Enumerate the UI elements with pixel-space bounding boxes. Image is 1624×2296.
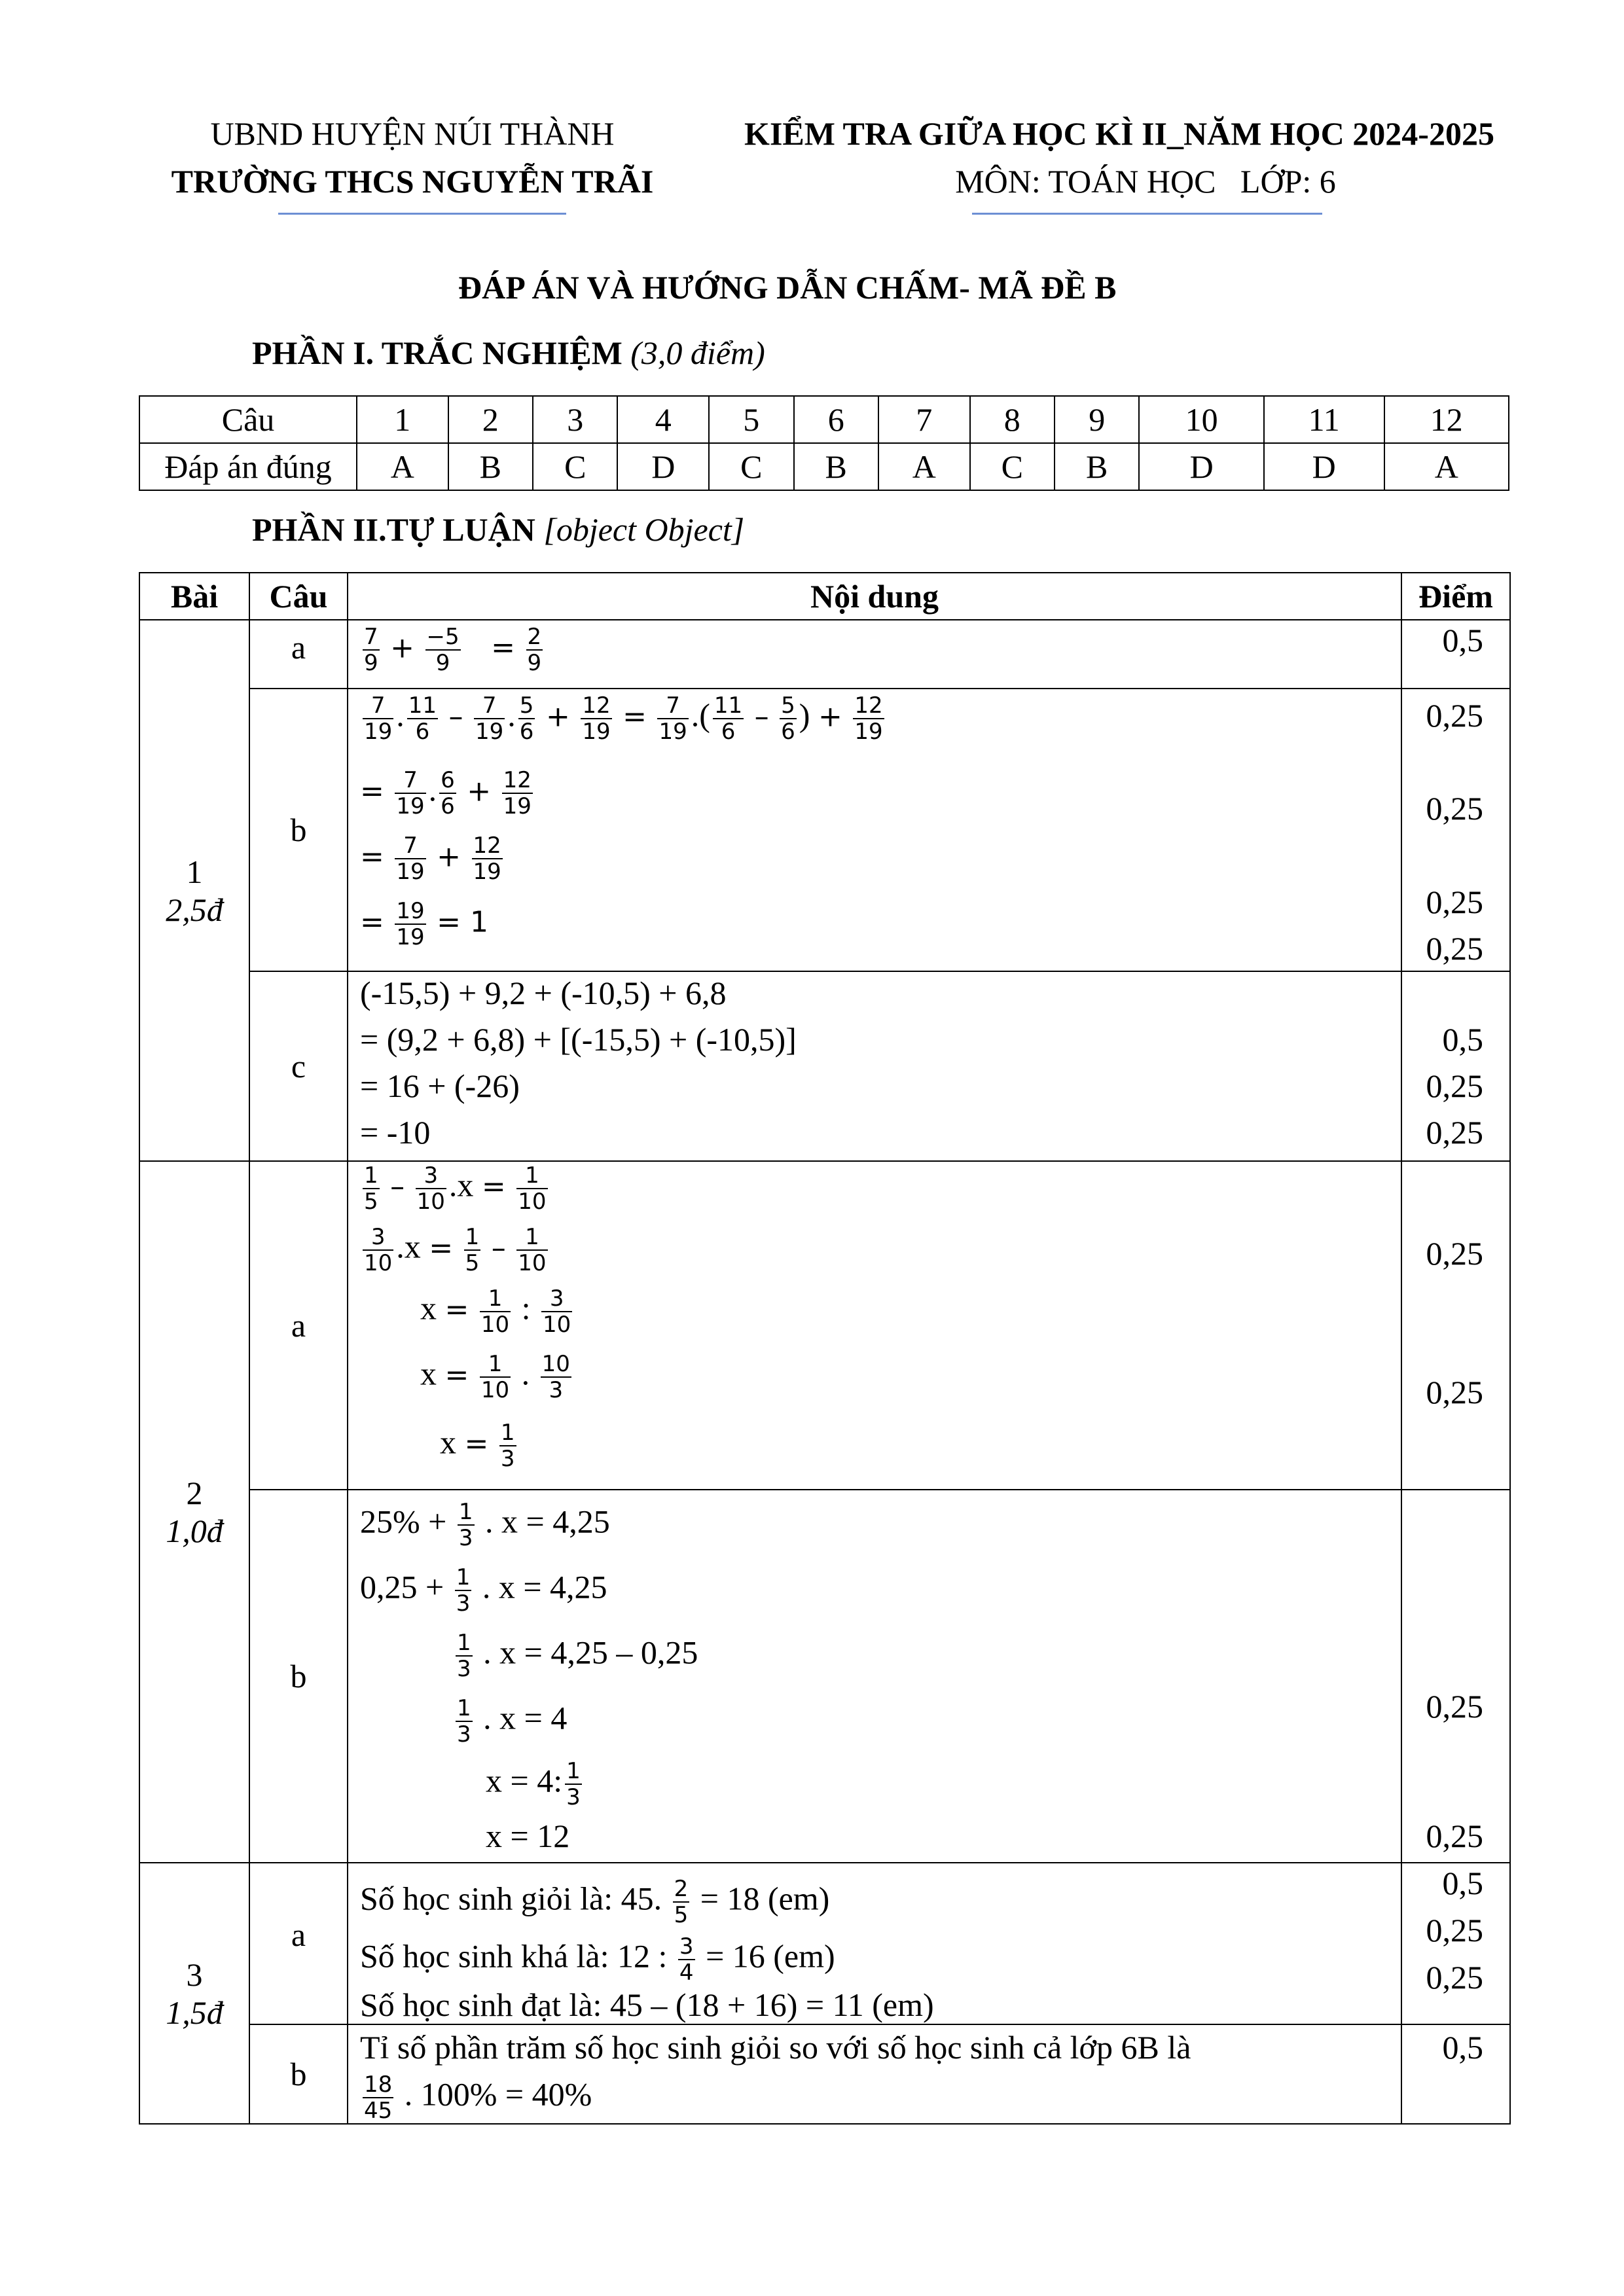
table-row — [139, 1863, 1510, 2024]
cau-label: c — [249, 971, 348, 1161]
answer-key-row-questions — [139, 396, 1509, 443]
header-left-line2: TRƯỜNG THCS NGUYỄN TRÃI — [171, 163, 654, 200]
answer-key-label-dap-an: Đáp án đúng — [139, 443, 357, 490]
b2b-l6: x = 12 — [486, 1818, 570, 1854]
question-number: 3 — [533, 396, 617, 443]
question-number: 1 — [357, 396, 448, 443]
points-value: 0,5 — [1442, 1021, 1483, 1058]
question-number: 5 — [709, 396, 793, 443]
answer-cell: B — [448, 443, 533, 490]
b2b-expression — [348, 1490, 1401, 1862]
points-value: 0,25 — [1426, 1114, 1483, 1151]
answer-key-table — [139, 395, 1509, 491]
b2b-l4b: . x = 4 — [483, 1699, 568, 1736]
math-line: 25% + $\frac{1}{3}$ . x = 4,25 — [360, 1499, 610, 1551]
b3a-l3: Số học sinh đạt là: 45 – (18 + 16) = 11 (em) — [360, 1986, 934, 2023]
math-line: x = $\frac{1}{10}$ : $\frac{3}{10}$ — [420, 1285, 571, 1338]
math-line: $\frac{3}{10}$ .x = $\frac{1}{5}$ – $\frac{1}{10}$ — [364, 1224, 547, 1276]
header-right-underline — [972, 213, 1322, 215]
math-line: 0,25 + $\frac{1}{3}$ . x = 4,25 — [360, 1564, 607, 1617]
content-cell — [348, 2024, 1401, 2124]
math-line: $\frac{18}{45}$ . 100% = 40% — [364, 2072, 592, 2124]
fraction: $\frac{-5}{9}$ — [426, 624, 460, 676]
points-value: 0,25 — [1426, 1959, 1483, 1996]
b1c-line2: = (9,2 + 6,8) + [(-15,5) + (-10,5)] — [360, 1021, 797, 1058]
answer-cell: B — [794, 443, 878, 490]
b3a-l1b: = 18 (em) — [700, 1880, 830, 1917]
table-row — [139, 620, 1510, 689]
part2-points: [object Object] — [543, 511, 745, 548]
content-cell — [348, 1161, 1401, 1490]
header-left-line1: UBND HUYỆN NÚI THÀNH — [210, 115, 615, 152]
answer-cell: C — [533, 443, 617, 490]
b2b-l2a: 0,25 + — [360, 1568, 444, 1605]
points-cell — [1401, 1161, 1510, 1490]
bai-1-cell — [139, 620, 249, 1161]
points-value: 0,25 — [1426, 930, 1483, 967]
points-value: 0,25 — [1426, 1235, 1483, 1272]
part1-heading-text: PHẦN I. TRẮC NGHIỆM — [252, 334, 623, 371]
points-value: 0,5 — [1442, 1865, 1483, 1901]
content-cell — [348, 620, 1401, 689]
math-line: Số học sinh khá là: 12 : $\frac{3}{4}$ = 16 (em) — [360, 1933, 835, 1986]
part1-points: (3,0 điểm) — [630, 334, 765, 371]
b1c-line3: = 16 + (-26) — [360, 1067, 520, 1104]
bai-2-score: 1,0đ — [166, 1513, 223, 1549]
points-value: 0,25 — [1426, 1067, 1483, 1104]
question-number: 8 — [970, 396, 1055, 443]
b3a-l2a: Số học sinh khá là: 12 : — [360, 1937, 668, 1975]
points-value: 0,25 — [1426, 697, 1483, 734]
bai-1-number: 1 — [186, 853, 203, 890]
math-line: x = $\frac{1}{10}$ . $\frac{10}{3}$ — [420, 1351, 570, 1403]
points-value: 0,25 — [1426, 1912, 1483, 1948]
b2b-l1b: . x = 4,25 — [485, 1503, 610, 1540]
math-line: $\frac{1}{3}$ . x = 4 — [457, 1695, 568, 1748]
b1b-expression — [348, 689, 1401, 971]
b3b-l2b: . 100% = 40% — [404, 2075, 592, 2113]
col-header-noi-dung: Nội dung — [348, 573, 1401, 620]
answer-cell: D — [1264, 443, 1384, 490]
points-cell — [1401, 1490, 1510, 1863]
math-line: $\frac{1}{3}$ . x = 4,25 – 0,25 — [457, 1630, 698, 1682]
answer-cell: A — [357, 443, 448, 490]
question-number: 11 — [1264, 396, 1384, 443]
question-number: 9 — [1055, 396, 1139, 443]
question-number: 4 — [617, 396, 709, 443]
cau-label: b — [249, 689, 348, 971]
math-line: Số học sinh giỏi là: 45. $\frac{2}{5}$ = 18 (em) — [360, 1876, 830, 1928]
content-cell — [348, 1490, 1401, 1863]
math-line: $\frac{7}{9}$ + $\frac{-5}{9}$ = $\frac{2}{9}$ — [364, 624, 542, 676]
b2b-l2b: . x = 4,25 — [482, 1568, 607, 1605]
part1-heading — [252, 334, 765, 372]
col-header-bai: Bài — [139, 573, 249, 620]
col-header-diem: Điểm — [1401, 573, 1510, 620]
points-value: 0,25 — [1426, 884, 1483, 920]
bai-3-number: 3 — [186, 1956, 203, 1993]
page-title: ĐÁP ÁN VÀ HƯỚNG DẪN CHẤM- MÃ ĐỀ B — [458, 269, 1117, 306]
b2a-expression — [348, 1162, 1401, 1489]
b3b-l1: Tỉ số phần trăm số học sinh giỏi so với số học sinh cả lớp 6B là — [360, 2029, 1191, 2066]
b2b-l5a: x = 4: — [486, 1762, 563, 1799]
cau-label: a — [249, 1863, 348, 2024]
answer-key-row-answers — [139, 443, 1509, 490]
content-cell — [348, 1863, 1401, 2024]
points-cell — [1401, 620, 1510, 689]
answer-cell: C — [970, 443, 1055, 490]
question-number: 10 — [1139, 396, 1263, 443]
header-right-line1: KIỂM TRA GIỮA HỌC KÌ II_NĂM HỌC 2024-2025 — [744, 115, 1494, 152]
cau-label: a — [249, 620, 348, 689]
cau-label: a — [249, 1161, 348, 1490]
answer-cell: D — [1139, 443, 1263, 490]
points-cell — [1401, 689, 1510, 971]
points-value: 0,25 — [1426, 1374, 1483, 1410]
b1c-line1: (-15,5) + 9,2 + (-10,5) + 6,8 — [360, 975, 727, 1011]
points-value: 0,5 — [1442, 622, 1483, 658]
b2b-l3b: . x = 4,25 – 0,25 — [483, 1634, 698, 1671]
answer-cell: A — [1384, 443, 1509, 490]
essay-table-header — [139, 573, 1510, 620]
table-row — [139, 1161, 1510, 1490]
content-cell — [348, 689, 1401, 971]
bai-3-score: 1,5đ — [166, 1994, 223, 2031]
b2b-l1a: 25% + — [360, 1503, 447, 1540]
question-number: 2 — [448, 396, 533, 443]
content-cell — [348, 971, 1401, 1161]
answer-cell: A — [878, 443, 970, 490]
b3a-l1a: Số học sinh giỏi là: 45. — [360, 1880, 662, 1917]
answer-cell: C — [709, 443, 793, 490]
math-line: x = $\frac{1}{3}$ — [440, 1420, 515, 1472]
question-number: 7 — [878, 396, 970, 443]
b1a-expression — [348, 620, 1401, 688]
math-line: = $\frac{7}{19}$ + $\frac{12}{19}$ — [360, 833, 501, 885]
fraction: $\frac{2}{9}$ — [527, 624, 542, 676]
bai-1-score: 2,5đ — [166, 891, 223, 928]
table-row — [139, 971, 1510, 1161]
points-value: 0,25 — [1426, 790, 1483, 827]
col-header-cau: Câu — [249, 573, 348, 620]
question-number: 6 — [794, 396, 878, 443]
bai-3-cell — [139, 1863, 249, 2124]
fraction: $\frac{7}{9}$ — [364, 624, 378, 676]
header-left-underline — [278, 213, 566, 215]
points-value: 0,25 — [1426, 1688, 1483, 1725]
points-cell — [1401, 1863, 1510, 2024]
essay-answer-table — [139, 572, 1511, 2125]
b1c-line4: = -10 — [360, 1114, 431, 1151]
part2-heading-text: PHẦN II.TỰ LUẬN — [252, 511, 535, 548]
points-value: 0,5 — [1442, 2029, 1483, 2066]
math-line: = $\frac{7}{19}$ . $\frac{6}{6}$ + $\frac{12}{19}$ — [360, 767, 532, 819]
cau-label: b — [249, 1490, 348, 1863]
points-cell — [1401, 971, 1510, 1161]
b3a-l2b: = 16 (em) — [706, 1937, 835, 1975]
table-row — [139, 689, 1510, 971]
points-value: 0,25 — [1426, 1818, 1483, 1854]
answer-key-label-cau: Câu — [139, 396, 357, 443]
bai-2-cell — [139, 1161, 249, 1863]
answer-cell: D — [617, 443, 709, 490]
header-right-line2: MÔN: TOÁN HỌC LỚP: 6 — [955, 163, 1336, 200]
math-line: = $\frac{19}{19}$ = 1 — [360, 898, 488, 950]
math-line: $\frac{7}{19}$ . $\frac{11}{6}$ – $\frac{7}{19}$ . $\frac{5}{6}$ + $\frac{12}{19}$ = $\frac{7}{19}$ .( $\frac{11}{6}$ – $\frac{5}{6}$ ) + $\frac{12}{19}$ — [364, 692, 883, 745]
math-line: $\frac{1}{5}$ – $\frac{3}{10}$ .x = $\frac{1}{10}$ — [364, 1162, 547, 1215]
table-row — [139, 1490, 1510, 1863]
part2-heading — [252, 511, 744, 548]
cau-label: b — [249, 2024, 348, 2124]
bai-2-number: 2 — [186, 1475, 203, 1511]
answer-cell: B — [1055, 443, 1139, 490]
points-cell — [1401, 2024, 1510, 2124]
question-number: 12 — [1384, 396, 1509, 443]
math-line: x = 4: $\frac{1}{3}$ — [486, 1758, 581, 1810]
table-row — [139, 2024, 1510, 2124]
